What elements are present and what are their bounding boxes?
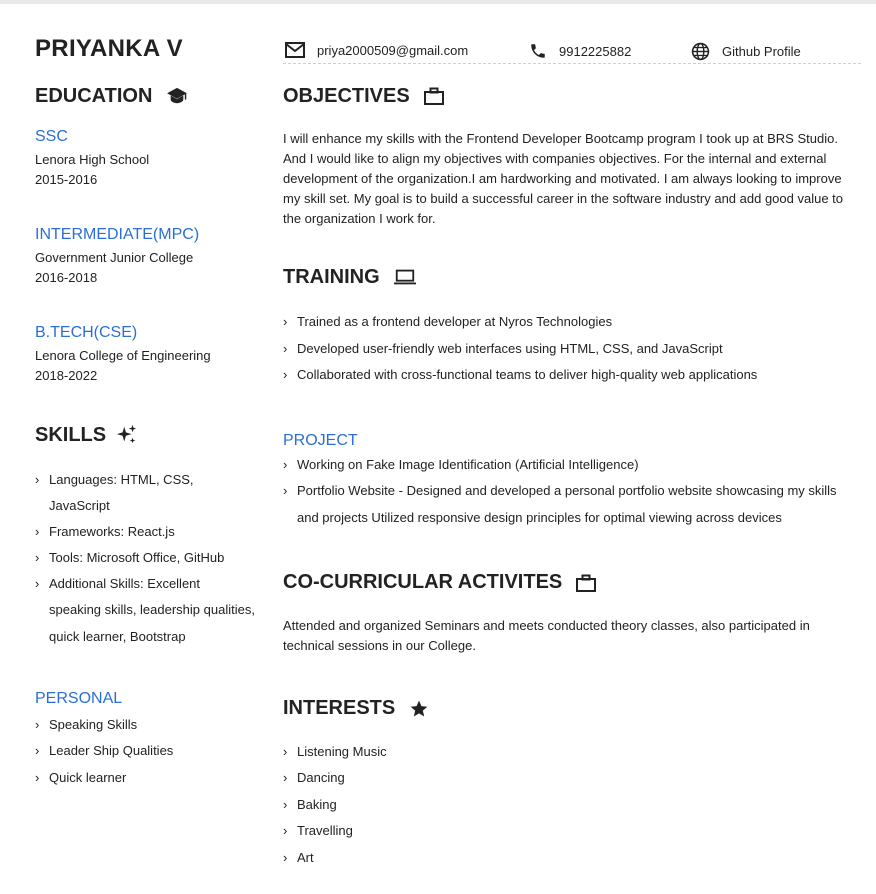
training-heading — [283, 263, 858, 291]
training-text: Collaborated with cross-functional teams to deliver high-quality web applications — [297, 367, 758, 382]
personal-list — [35, 712, 255, 792]
top-border — [0, 0, 876, 4]
star-icon — [409, 699, 429, 719]
interests-heading — [283, 695, 858, 723]
training-text: Developed user-friendly web interfaces using HTML, CSS, and JavaScript — [297, 340, 723, 356]
skill-text: Languages: HTML, CSS, JavaScript — [49, 472, 194, 513]
list-item: › Quick learner — [35, 769, 127, 785]
interest-text: Baking — [297, 796, 337, 812]
skills-list — [35, 467, 255, 650]
education-title: EDUCATION — [35, 84, 153, 107]
list-item: › Art — [283, 849, 314, 865]
list-item: › Frameworks: React.js — [35, 524, 175, 539]
list-item: › Trained as a frontend developer at Nyros Technologies — [283, 314, 613, 329]
education-entry — [35, 226, 255, 288]
degree: SSC — [35, 128, 68, 145]
person-name: PRIYANKA V — [35, 35, 183, 62]
list-item: › Speaking Skills — [35, 716, 138, 732]
graduation-cap-icon — [166, 87, 188, 105]
interest-text: Dancing — [297, 770, 345, 786]
email-text[interactable]: priya2000509@gmail.com — [317, 42, 469, 58]
briefcase-icon — [424, 87, 444, 105]
interest-text: Art — [297, 849, 314, 865]
list-item: › Travelling — [283, 823, 353, 839]
cocurricular-heading — [283, 569, 858, 597]
github-link[interactable]: Github Profile — [722, 44, 801, 59]
list-item: › Languages: HTML, CSS, JavaScript — [35, 472, 194, 513]
list-item: › Tools: Microsoft Office, GitHub — [35, 550, 225, 565]
years: 2018-2022 — [35, 368, 98, 383]
skill-text: Frameworks: React.js — [49, 524, 175, 539]
project-title: PROJECT — [283, 432, 358, 449]
school: Government Junior College — [35, 250, 194, 265]
right-column — [283, 82, 858, 871]
list-item: › Leader Ship Qualities — [35, 743, 174, 759]
project-text: Portfolio Website - Designed and developed a personal portfolio website showcasing my skills and projects Utilized responsive design principles for optimal viewing across devices — [297, 483, 837, 525]
interest-text: Listening Music — [297, 743, 387, 759]
cocurricular-title: CO-CURRICULAR ACTIVITES — [283, 571, 563, 594]
github-contact[interactable] — [691, 42, 801, 61]
education-heading — [35, 82, 255, 110]
project-text: Working on Fake Image Identification (Artificial Intelligence) — [297, 457, 639, 472]
list-item: › Additional Skills: Excellent speaking skills, leadership qualities, quick learner, Bootstrap — [35, 576, 255, 644]
training-list — [283, 312, 858, 385]
objectives-title: OBJECTIVES — [283, 84, 410, 107]
laptop-icon — [394, 268, 416, 286]
list-item: › Developed user-friendly web interfaces using HTML, CSS, and JavaScript — [283, 340, 723, 356]
skills-heading — [35, 421, 255, 449]
mail-icon — [285, 42, 305, 58]
school: Lenora High School — [35, 152, 150, 167]
skills-title: SKILLS — [35, 423, 107, 446]
cocurricular-text: Attended and organized Seminars and meets conducted theory classes, also participated in technical sessions in our College. — [283, 617, 810, 653]
left-column — [35, 82, 255, 791]
list-item: › Listening Music — [283, 743, 387, 759]
email-contact[interactable] — [285, 42, 468, 58]
skill-text: Additional Skills: Excellent speaking skills, leadership qualities, quick learner, Bootstrap — [49, 576, 255, 644]
personal-title: PERSONAL — [35, 689, 123, 707]
personal-text: Speaking Skills — [49, 716, 138, 732]
school: Lenora College of Engineering — [35, 348, 211, 363]
interest-text: Travelling — [297, 823, 353, 839]
education-entry — [35, 324, 255, 386]
phone-contact[interactable] — [529, 42, 631, 60]
list-item: › Collaborated with cross-functional teams to deliver high-quality web applications — [283, 367, 758, 382]
personal-text: Quick learner — [49, 769, 127, 785]
project-list — [283, 452, 858, 531]
training-title: TRAINING — [283, 265, 380, 288]
header-divider — [283, 63, 861, 64]
personal-text: Leader Ship Qualities — [49, 743, 174, 759]
objectives-heading — [283, 82, 858, 110]
years: 2016-2018 — [35, 270, 98, 285]
briefcase-icon — [576, 574, 596, 592]
sparkles-icon — [116, 424, 138, 446]
phone-text[interactable]: 9912225882 — [559, 43, 632, 59]
list-item: › Dancing — [283, 770, 345, 786]
training-text: Trained as a frontend developer at Nyros Technologies — [297, 314, 613, 329]
degree: B.TECH(CSE) — [35, 324, 138, 341]
years: 2015-2016 — [35, 172, 98, 187]
globe-icon — [691, 42, 710, 61]
objectives-text: I will enhance my skills with the Frontend Developer Bootcamp program I took up at BRS Studio. And I would like to align my objectives with companies objectives. For the internal and external development of the organization.I am hardworking and motivated. I am always looking to improve my skill set. My goal is to build a successful career in the software industry and add good value to the organization I work for. — [283, 131, 844, 226]
degree: INTERMEDIATE(MPC) — [35, 226, 200, 243]
list-item: › Working on Fake Image Identification (Artificial Intelligence) — [283, 457, 639, 472]
list-item: › Portfolio Website - Designed and developed a personal portfolio website showcasing my skills and projects Utilized responsive design principles for optimal viewing across devices — [283, 483, 837, 525]
list-item: › Baking — [283, 796, 337, 812]
interests-list — [283, 739, 858, 871]
education-entry — [35, 128, 255, 190]
interests-title: INTERESTS — [283, 697, 396, 720]
phone-icon — [529, 42, 547, 60]
skill-text: Tools: Microsoft Office, GitHub — [49, 550, 225, 565]
